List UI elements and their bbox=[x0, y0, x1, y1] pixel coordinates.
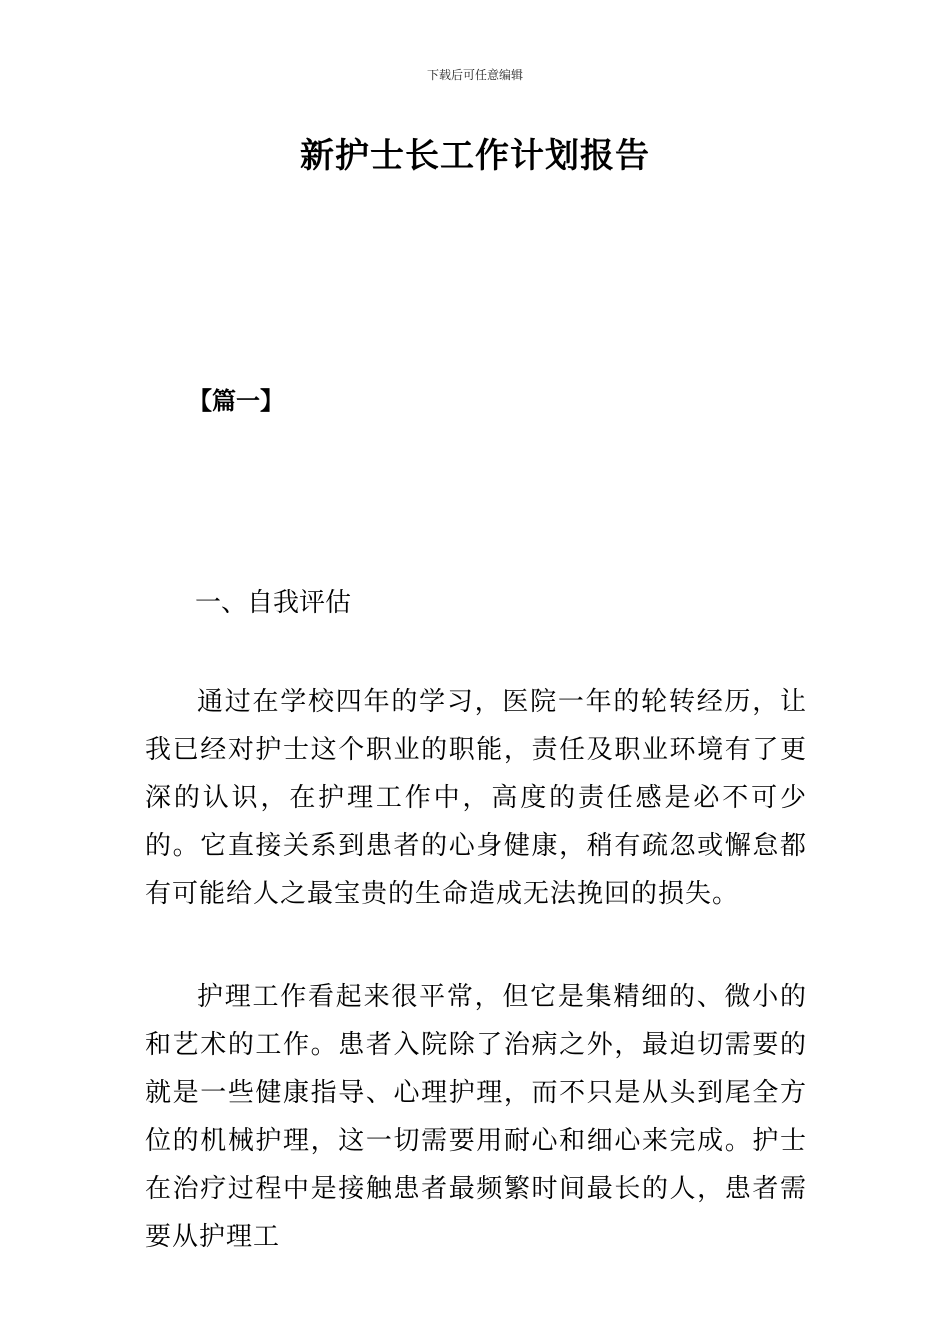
body-paragraph-2: 护理工作看起来很平常，但它是集精细的、微小的和艺术的工作。患者入院除了治病之外，最迫切需要的就是一些健康指导、心理护理，而不只是从头到尾全方位的机械护理，这一切需要用耐心和细心来完成。护士在治疗过程中是接触患者最频繁时间最长的人，患者需要从护理工 bbox=[145, 982, 807, 1252]
section-marker: 【篇一】 bbox=[188, 386, 284, 415]
page-header-note: 下载后可任意编辑 bbox=[426, 68, 523, 82]
document-title: 新护士长工作计划报告 bbox=[300, 136, 650, 176]
body-paragraph-1: 通过在学校四年的学习，医院一年的轮转经历，让我已经对护士这个职业的职能，责任及职业环境有了更深的认识，在护理工作中，高度的责任感是必不可少的。它直接关系到患者的心身健康，稍有疏忽或懈怠都有可能给人之最宝贵的生命造成无法挽回的损失。 bbox=[145, 687, 807, 909]
section-heading: 一、自我评估 bbox=[195, 588, 352, 618]
